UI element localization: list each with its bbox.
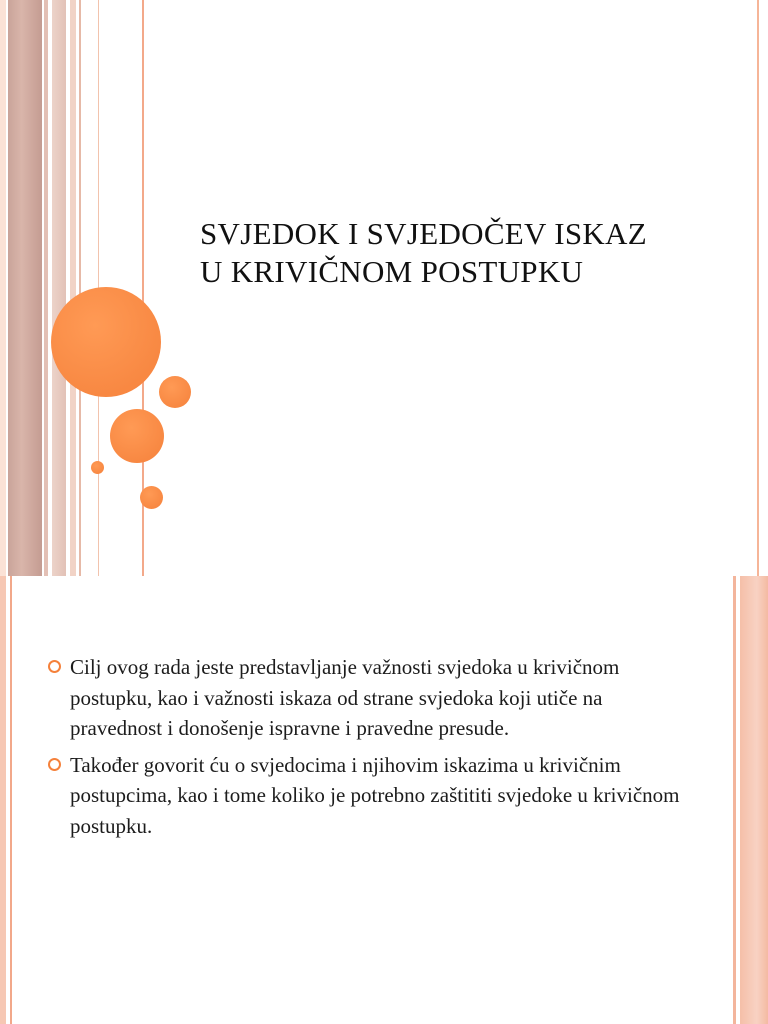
decor-stripe (757, 0, 759, 576)
decor-stripe (44, 0, 48, 576)
decor-stripe (70, 0, 76, 576)
decor-circle-medium (110, 409, 164, 463)
decor-stripe (79, 0, 81, 576)
decor-stripe (52, 0, 66, 576)
bullet-list (48, 652, 688, 847)
decor-circle-tiny (91, 461, 104, 474)
bullet-ring-icon (48, 758, 61, 771)
title-line-2: U KRIVIČNOM POSTUPKU (200, 254, 584, 289)
decor-stripe (0, 576, 6, 1024)
decor-stripe (8, 0, 42, 576)
list-item (48, 750, 688, 842)
bullet-text: Cilj ovog rada jeste predstavljanje važnosti svjedoka u krivičnom postupku, kao i važnosti iskaza od strane svjedoka koji utiče na pravednost i donošenje ispravne i pravedne presude. (70, 655, 620, 740)
decor-circle-small (159, 376, 191, 408)
decor-stripe (733, 576, 736, 1024)
decor-circle-small (140, 486, 163, 509)
decor-stripe (0, 0, 6, 576)
content-slide (0, 576, 768, 1024)
title-line-1: SVJEDOK I SVJEDOČEV ISKAZ (200, 216, 647, 251)
decor-stripe (10, 576, 12, 1024)
bullet-text: Također govorit ću o svjedocima i njihovim iskazima u krivičnim postupcima, kao i tome koliko je potrebno zaštititi svjedoke u krivičnom postupku. (70, 752, 680, 838)
list-item (48, 652, 688, 744)
decor-circle-large (51, 287, 161, 397)
bullet-ring-icon (48, 660, 61, 673)
decor-stripe (740, 576, 768, 1024)
slide-title (200, 215, 740, 291)
